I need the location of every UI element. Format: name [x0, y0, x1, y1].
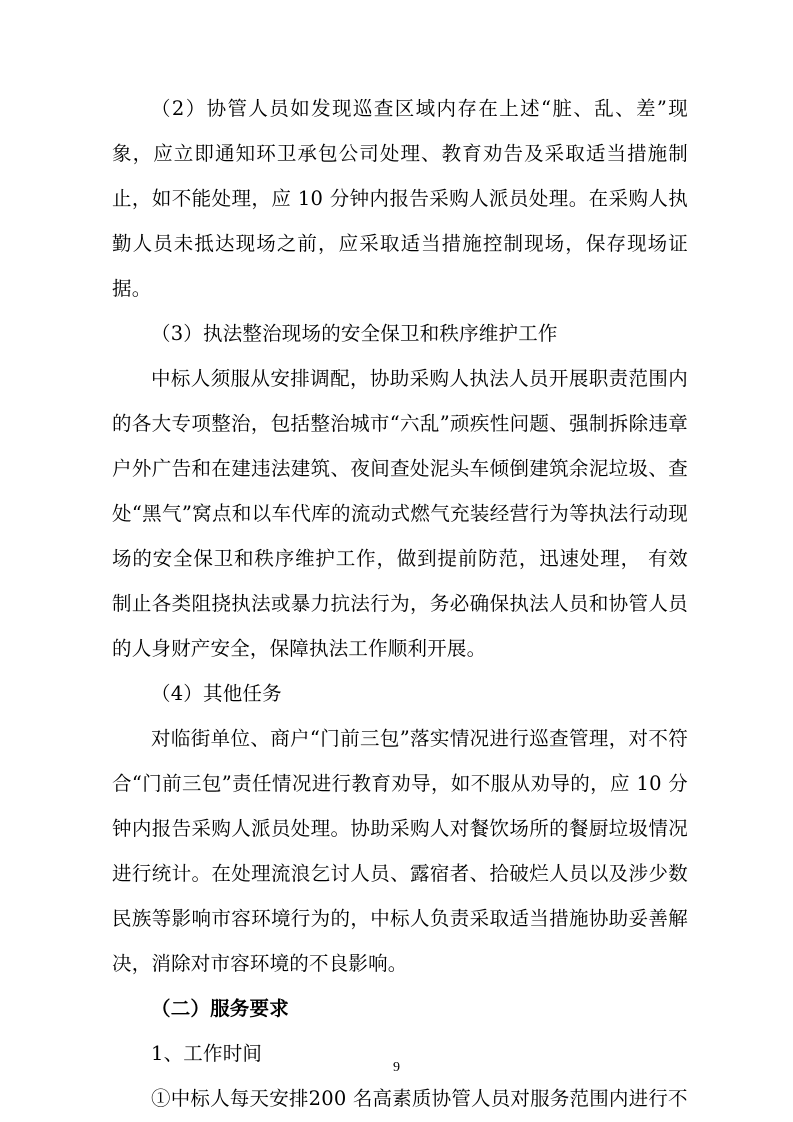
paragraph-work-time-title: 1、工作时间 — [151, 1042, 263, 1065]
paragraph-work-time-body: ①中标人每天安排200 名高素质协管人员对服务范围内进行不 — [151, 1087, 688, 1110]
document-body — [112, 86, 688, 1121]
paragraph-item-4-body: 对临街单位、商户“门前三包”落实情况进行巡查管理，对不符合“门前三包”责任情况进行教育劝导，如不服从劝导的，应 10 分钟内报告采购人派员处理。协助采购人对餐饮场所的餐厨垃圾情况进行统计。在处理流浪乞讨人员、露宿者、拾破烂人员以及涉少数民族等影响市容环境行为的，中标人负责采取适当措施协助妥善解决，消除对市容环境的不良影响。 — [112, 727, 688, 975]
page-number: 9 — [393, 1060, 400, 1075]
heading-service-requirements: （二）服务要求 — [151, 997, 289, 1020]
paragraph-item-4-title: （4）其他任务 — [151, 682, 282, 705]
paragraph-item-3-body: 中标人须服从安排调配，协助采购人执法人员开展职责范围内的各大专项整治，包括整治城市“六乱”顽疾性问题、强制拆除违章户外广告和在建违法建筑、夜间查处泥头车倾倒建筑余泥垃圾、查处“黑气”窝点和以车代库的流动式燃气充装经营行为等执法行动现场的安全保卫和秩序维护工作，做到提前防范，迅速处理， 有效制止各类阻挠执法或暴力抗法行为，务必确保执法人员和协管人员的人身财产安全，保障执法工作顺利开展。 — [112, 367, 688, 660]
paragraph-item-2: （2）协管人员如发现巡查区域内存在上述“脏、乱、差”现象，应立即通知环卫承包公司处理、教育劝告及采取适当措施制止，如不能处理，应 10 分钟内报告采购人派员处理。在采购人执勤人员未抵达现场之前，应采取适当措施控制现场，保存现场证据。 — [112, 97, 688, 300]
paragraph-item-3-title: （3）执法整治现场的安全保卫和秩序维护工作 — [151, 322, 558, 345]
